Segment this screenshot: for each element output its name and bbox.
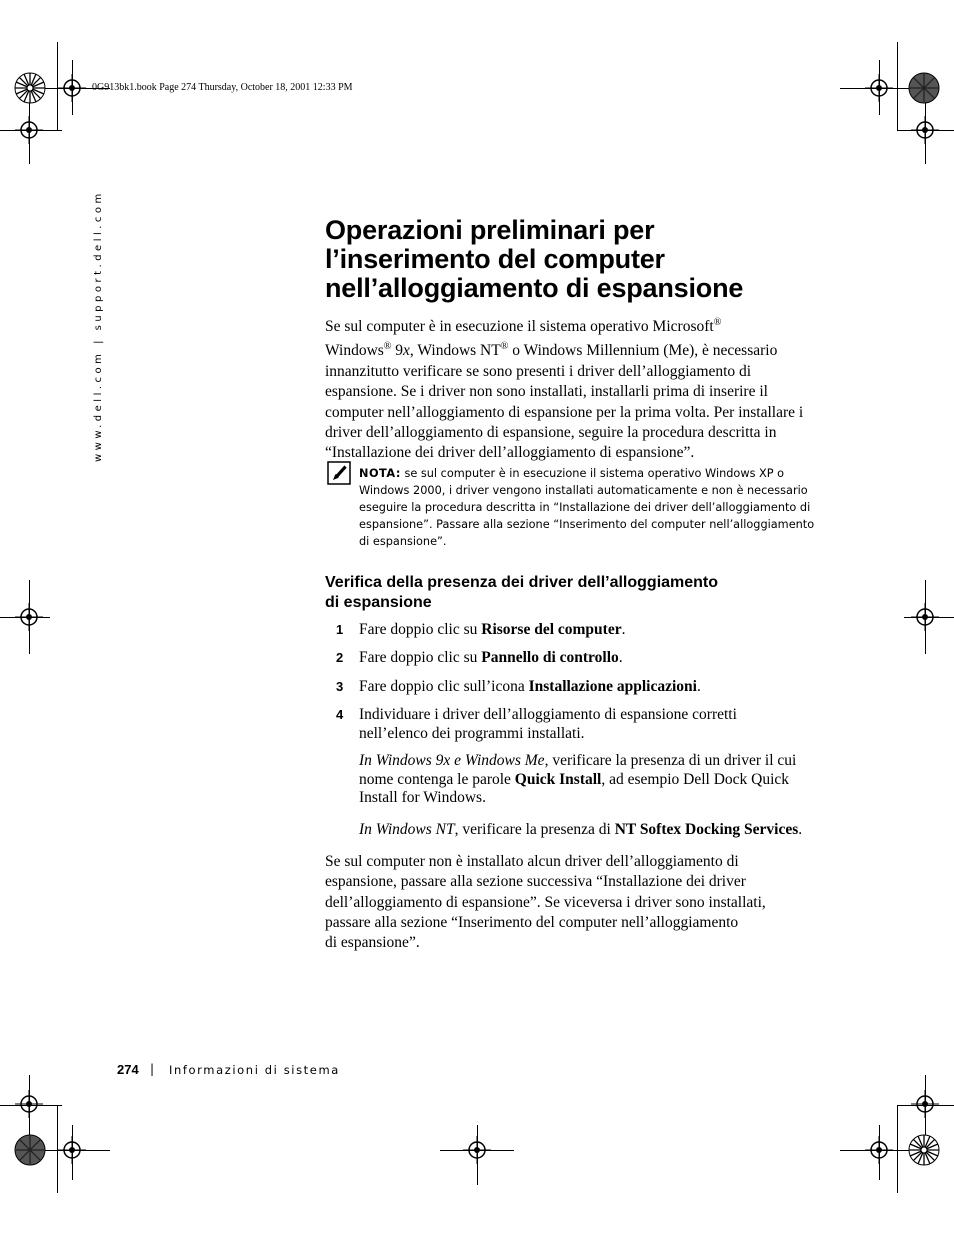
print-slug: 0G913bk1.book Page 274 Thursday, October 18, 2001 12:33 PM bbox=[92, 82, 353, 93]
footer-section-name: Informazioni di sistema bbox=[169, 1063, 340, 1077]
section-heading: Verifica della presenza dei driver dell’alloggiamento di espansione bbox=[325, 574, 719, 611]
step-number: 3 bbox=[336, 679, 344, 694]
closing-paragraph: Se sul computer non è installato alcun driver dell’alloggiamento di espansione, passare alla sezione successiva “Installazione dei driver dell’alloggiamento di espansione”. Se viceversa i driver sono installati, passare alla sezione “Inserimento del computer nell’alloggiamento di espansione”. bbox=[325, 853, 766, 952]
registration-target-icon bbox=[911, 1090, 939, 1118]
registration-target-icon bbox=[15, 116, 43, 144]
registration-target-icon bbox=[463, 1136, 491, 1164]
title-line: l’inserimento del computer bbox=[325, 244, 665, 274]
registration-target-icon bbox=[865, 74, 893, 102]
registration-target-icon bbox=[15, 603, 43, 631]
pencil-note-icon bbox=[327, 461, 351, 485]
step-number: 1 bbox=[336, 622, 344, 637]
registration-target-icon bbox=[865, 1136, 893, 1164]
step-number: 4 bbox=[336, 707, 344, 722]
registration-target-icon bbox=[58, 1136, 86, 1164]
page-number: 274 bbox=[117, 1062, 139, 1077]
crop-mark bbox=[897, 42, 898, 130]
step-number: 2 bbox=[336, 650, 344, 665]
page-title bbox=[325, 216, 825, 303]
intro-paragraph: Se sul computer è in esecuzione il sistema operativo Microsoft® Windows® 9x, Windows NT® o Windows Millennium (Me), è necessario innanzitutto verificare se sono presenti i driver dell’alloggiamento di espansione. Se i driver non sono installati, installarli prima di inserire il computer nell’alloggiamento di espansione per la prima volta. Per installare i driver dell’alloggiamento di espansione, seguire la procedura descritta in “Installazione dei driver dell’alloggiamento di espansione”. bbox=[325, 317, 804, 462]
starburst-target-icon bbox=[908, 72, 940, 104]
starburst-target-icon bbox=[14, 1134, 46, 1166]
starburst-target-icon bbox=[14, 72, 46, 104]
registration-target-icon bbox=[911, 116, 939, 144]
note-label: NOTA: bbox=[359, 467, 401, 480]
sidebar-url: www.dell.com | support.dell.com bbox=[93, 190, 104, 462]
footer-separator: | bbox=[150, 1062, 155, 1076]
crop-mark bbox=[897, 1105, 898, 1193]
note-text: NOTA: se sul computer è in esecuzione il sistema operativo Windows XP o Windows 2000, i driver vengono installati automaticamente e non è necessario eseguire la procedura descritta in “Installazione dei driver dell’alloggiamento di espansione”. Passare alla sezione “Inserimento del computer nell’alloggiamento di espansione”. bbox=[359, 467, 815, 548]
sub-paragraph: In Windows NT, verificare la presenza di NT Softex Docking Services. bbox=[359, 821, 803, 838]
registration-target-icon bbox=[911, 603, 939, 631]
sub-paragraph: In Windows 9x e Windows Me, verificare la presenza di un driver il cui nome contenga le parole Quick Install, ad esempio Dell Dock Quick Install for Windows. bbox=[359, 752, 797, 806]
registration-target-icon bbox=[15, 1090, 43, 1118]
starburst-target-icon bbox=[908, 1134, 940, 1166]
registration-target-icon bbox=[58, 74, 86, 102]
title-line: nell’alloggiamento di espansione bbox=[325, 273, 744, 303]
title-line: Operazioni preliminari per bbox=[325, 215, 655, 245]
